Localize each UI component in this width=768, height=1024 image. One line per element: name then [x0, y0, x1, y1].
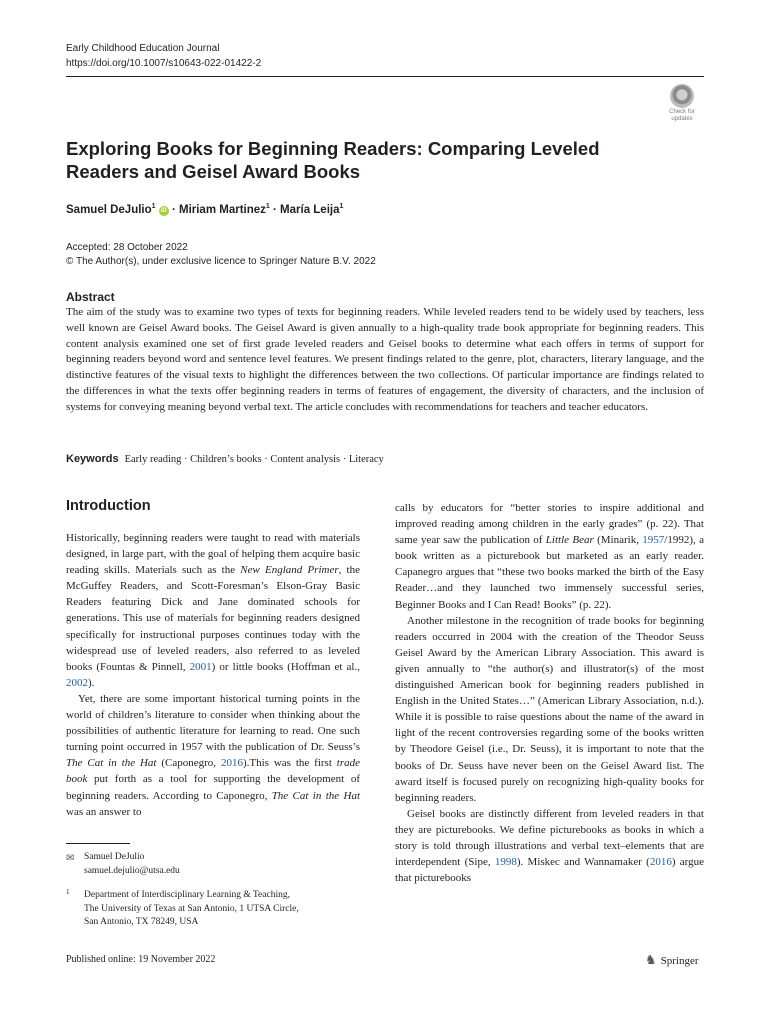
accepted-date: Accepted: 28 October 2022: [66, 242, 188, 253]
keywords-label: Keywords: [66, 453, 119, 465]
copyright-notice: © The Author(s), under exclusive licence to Springer Nature B.V. 2022: [66, 256, 376, 267]
orcid-icon[interactable]: iD: [160, 207, 167, 214]
keywords: [66, 453, 384, 465]
journal-header: [66, 41, 261, 71]
author-list: [66, 203, 343, 216]
publisher-logo: [645, 952, 699, 968]
paragraph: Yet, there are some important historical turning points in the world of children’s literature to consider when thinking about the possibilities of authentic literature for learning to read. One such turning point occurred in 1957 with the publication of Dr. Seuss’s The Cat in the Hat (Caponegro, 2016).This was the first trade book put forth as a tool for supporting the development of beginning readers. According to Caponegro, The Cat in the Hat was an answer to: [66, 692, 361, 818]
citation-link[interactable]: 2016: [649, 856, 672, 869]
abstract-heading: Abstract: [66, 290, 115, 304]
paragraph: Historically, beginning readers were taught to read with materials designed, in large part, with the goal of helping them acquire basic reading skills. Materials such as the New England Primer, the McGuffey Readers, and Scott-Foresman’s Elson-Gray Basic Readers featuring Dick and Jane dominated schools for generations. This use of materials for beginning readers designed specifically for instructional purposes continues today with the widespread use of leveled readers, also referred to as leveled books (Fountas & Pinnell, 2001) or little books (Hoffman et al., 2002).: [66, 532, 360, 689]
citation-link[interactable]: 1957: [642, 534, 665, 547]
header-divider: [66, 76, 704, 77]
paragraph: Geisel books are distinctly different from leveled readers in that they are picturebooks. We define picturebooks as books in which a story is told through illustrations and verbal text–elements that are interdependent (Sipe, 1998). Miskec and Wannamaker (2016) argue that picturebooks: [395, 807, 704, 885]
author-affil-mark: 1: [339, 203, 344, 210]
author-name[interactable]: Miriam Martinez: [178, 203, 266, 216]
check-updates-label: Check for updates: [669, 109, 695, 122]
abstract-body: The aim of the study was to examine two types of texts for beginning readers. While leveled readers tend to be widely used by teachers, less well known are Geisel Award books. The Geisel Award is given annually to a high-quality trade book appropriate for beginning readers. This content analysis examined one set of first grade leveled readers and Geisel books to determine what each offers in terms of support for beginning readers beyond word and sentence level features. We present findings related to the genre, plot, characters, literary language, and the distinctive features of the visual texts to highlight the differences between the two collections. Of particular importance are findings related to the differences in what the texts offer beginning readers in terms of features of engagement, the diversity of characters, and the inclusion of systems for conveying meaning beyond verbal text. The article concludes with recommendations for teachers and teacher educators.: [66, 306, 704, 413]
affiliation: Department of Interdisciplinary Learning & Teaching, The University of Texas at San Antonio, 1 UTSA Circle, San Antonio, TX 78249, USA: [84, 890, 299, 927]
section-heading-introduction: Introduction: [66, 498, 151, 514]
citation-link[interactable]: 2002: [66, 676, 88, 689]
published-online-date: Published online: 19 November 2022: [66, 954, 216, 965]
corresponding-author: [84, 851, 180, 878]
author-separator: ·: [168, 203, 179, 216]
citation-link[interactable]: 2001: [189, 660, 212, 673]
body-column-left: [66, 530, 360, 820]
paragraph: Another milestone in the recognition of trade books for beginning readers occurred in 2004 with the creation of the Theodor Seuss Geisel Award by the American Library Association. This award is given annually to “the author(s) and illustrator(s) of the most distinguished American book for beginning readers published in English in the United States…” (American Library Association, n.d.). While it is possible to raise questions about the name of the award in light of the recent controversies regarding some of the books written by Theodore Geisel (i.e., Dr. Seuss), it is important to note that the books of Dr. Seuss have never been on the Geisel Award list. The award itself is focused purely on recognizing high-quality books for beginning readers.: [395, 614, 704, 804]
body-column-right: [395, 500, 704, 886]
author-name[interactable]: Samuel DeJulio: [66, 203, 152, 216]
check-for-updates-badge[interactable]: [660, 84, 704, 124]
contact-name: Samuel DeJulio: [84, 852, 145, 862]
author-affil-mark: 1: [265, 203, 270, 210]
doi-link[interactable]: https://doi.org/10.1007/s10643-022-01422-2: [66, 58, 262, 69]
springer-horse-icon: ♞: [645, 952, 657, 967]
paragraph: calls by educators for “better stories to inspire additional and improved reading among children in the early grades” (p. 22). That same year saw the publication of Little Bear (Minarik, 1957/1992), a book written as a picturebook but marketed as an early reader. Capanegro argues that “these two books marked the birth of the Easy Reader…and they launched two immensely successful series, Beginner Books and I Can Read! Books” (p. 22).: [395, 502, 704, 611]
author-separator: ·: [269, 203, 281, 216]
contact-email[interactable]: samuel.dejulio@utsa.edu: [84, 865, 180, 876]
citation-link[interactable]: 2016: [220, 757, 243, 770]
keywords-list: Early reading · Children’s books · Content analysis · Literacy: [124, 454, 384, 465]
footnote-divider: [66, 843, 130, 844]
author-affil-mark: 1: [151, 203, 156, 210]
affiliation-number: 1: [66, 888, 70, 896]
citation-link[interactable]: 1998: [494, 856, 517, 869]
article-meta: [66, 241, 376, 269]
article-title: Exploring Books for Beginning Readers: Comparing Leveled Readers and Geisel Award Books: [66, 138, 600, 182]
mail-icon: ✉: [66, 853, 75, 864]
publisher-name: Springer: [660, 955, 699, 967]
check-updates-icon: [670, 84, 694, 108]
journal-name: Early Childhood Education Journal: [66, 43, 220, 54]
author-name[interactable]: María Leija: [280, 203, 340, 216]
